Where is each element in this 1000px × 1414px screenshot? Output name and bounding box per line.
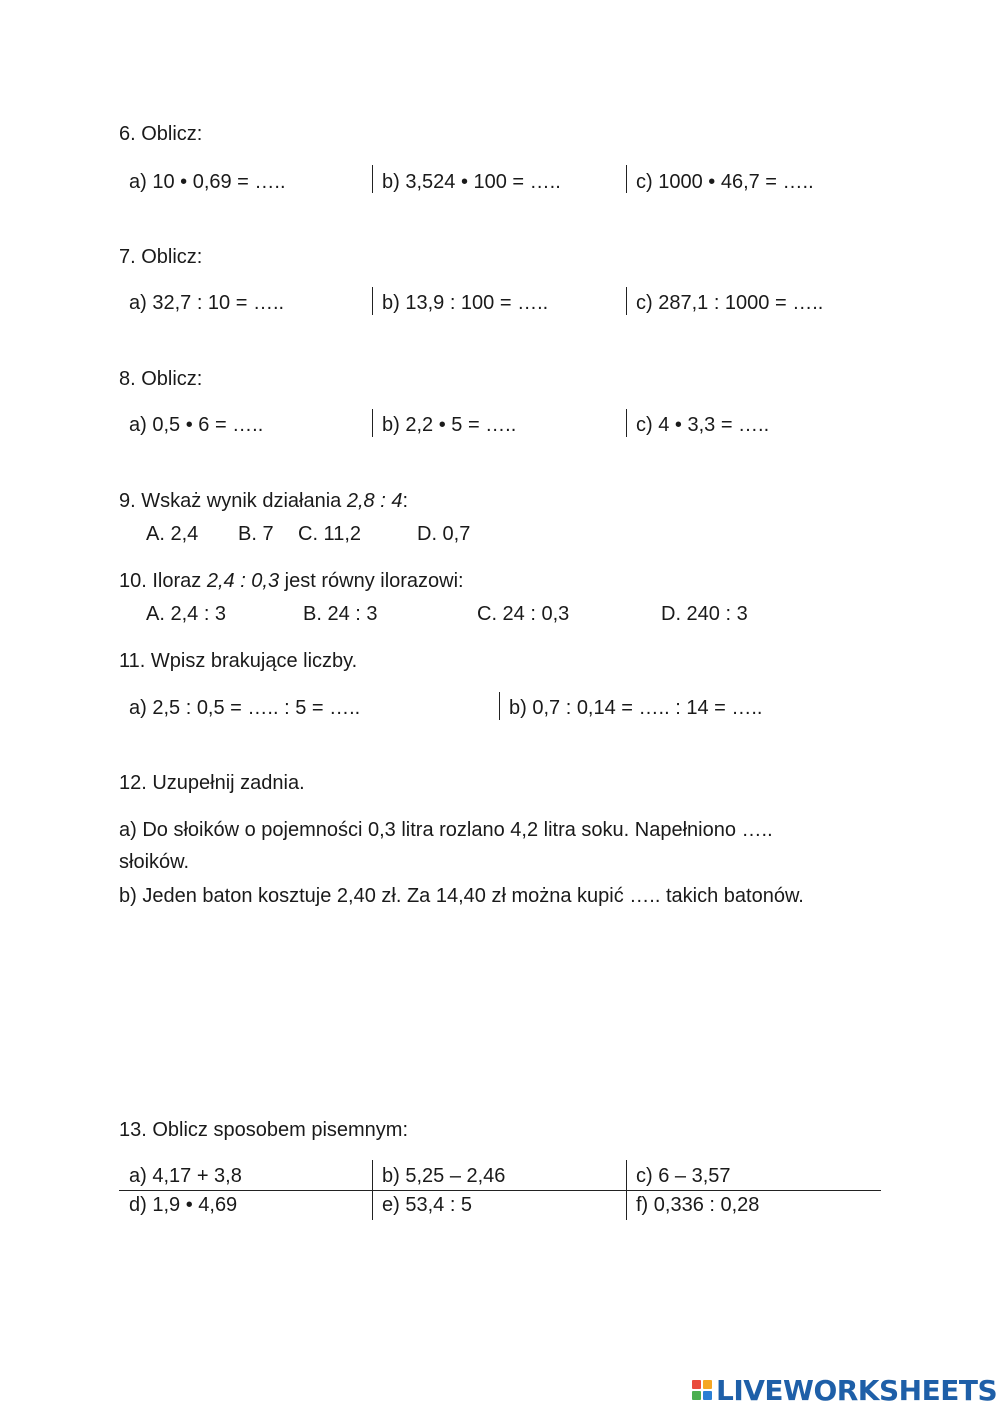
q7-b: b) 13,9 : 100 = ….. <box>382 292 549 314</box>
q8-b: b) 2,2 • 5 = ….. <box>382 414 517 436</box>
logo-text: LIVEWORKSHEETS <box>716 1373 998 1407</box>
q10-option-c[interactable]: C. 24 : 0,3 <box>477 603 570 625</box>
q13-cell-a: a) 4,17 + 3,8 <box>129 1165 242 1187</box>
q6-c: c) 1000 • 46,7 = ….. <box>636 171 814 193</box>
divider <box>372 409 373 437</box>
divider <box>372 165 373 193</box>
q13-title: 13. Oblicz sposobem pisemnym: <box>119 1119 409 1141</box>
q11-a: a) 2,5 : 0,5 = ….. : 5 = ….. <box>129 697 361 719</box>
q9-prefix: 9. Wskaż wynik działania <box>119 490 347 512</box>
q10-suffix: jest równy ilorazowi: <box>279 570 464 592</box>
q10-prefix: 10. Iloraz <box>119 570 207 592</box>
q7-a: a) 32,7 : 10 = ….. <box>129 292 285 314</box>
divider <box>626 409 627 437</box>
divider <box>372 287 373 315</box>
q9-expression: 2,8 : 4 <box>346 490 403 512</box>
q13-cell-c: c) 6 – 3,57 <box>636 1165 731 1187</box>
q10-option-b[interactable]: B. 24 : 3 <box>303 603 378 625</box>
q13-cell-d: d) 1,9 • 4,69 <box>129 1194 238 1216</box>
q9-option-b[interactable]: B. 7 <box>238 523 274 545</box>
divider <box>626 287 627 315</box>
q9-question <box>119 491 408 511</box>
q10-option-d[interactable]: D. 240 : 3 <box>661 603 748 625</box>
q6-title: 6. Oblicz: <box>119 123 203 145</box>
q13-cell-e: e) 53,4 : 5 <box>382 1194 473 1216</box>
q8-a: a) 0,5 • 6 = ….. <box>129 414 264 436</box>
q9-suffix: : <box>402 490 409 512</box>
q12-title: 12. Uzupełnij zadnia. <box>119 772 305 794</box>
q6-b: b) 3,524 • 100 = ….. <box>382 171 561 193</box>
q9-option-c[interactable]: C. 11,2 <box>298 523 361 545</box>
q10-option-a[interactable]: A. 2,4 : 3 <box>146 603 227 625</box>
table-col-divider <box>626 1160 627 1220</box>
logo-mark-icon <box>692 1380 712 1400</box>
q7-title: 7. Oblicz: <box>119 246 203 268</box>
q7-c: c) 287,1 : 1000 = ….. <box>636 292 824 314</box>
q11-b: b) 0,7 : 0,14 = ….. : 14 = ….. <box>509 697 763 719</box>
q6-a: a) 10 • 0,69 = ….. <box>129 171 286 193</box>
q8-title: 8. Oblicz: <box>119 368 203 390</box>
q12-a-line2: słoików. <box>119 851 190 873</box>
q11-title: 11. Wpisz brakujące liczby. <box>119 650 358 672</box>
q12-b: b) Jeden baton kosztuje 2,40 zł. Za 14,40 zł można kupić ….. takich batonów. <box>119 885 804 907</box>
table-row-divider <box>119 1190 881 1191</box>
q8-c: c) 4 • 3,3 = ….. <box>636 414 770 436</box>
q9-option-d[interactable]: D. 0,7 <box>417 523 471 545</box>
divider <box>499 692 500 720</box>
divider <box>626 165 627 193</box>
q9-option-a[interactable]: A. 2,4 <box>146 523 199 545</box>
liveworksheets-logo[interactable] <box>692 1373 998 1407</box>
q10-expression: 2,4 : 0,3 <box>206 570 280 592</box>
table-col-divider <box>372 1160 373 1220</box>
q13-cell-f: f) 0,336 : 0,28 <box>636 1194 760 1216</box>
q10-question <box>119 571 464 591</box>
q13-cell-b: b) 5,25 – 2,46 <box>382 1165 506 1187</box>
q12-a-line1: a) Do słoików o pojemności 0,3 litra rozlano 4,2 litra soku. Napełniono ….. <box>119 819 773 841</box>
